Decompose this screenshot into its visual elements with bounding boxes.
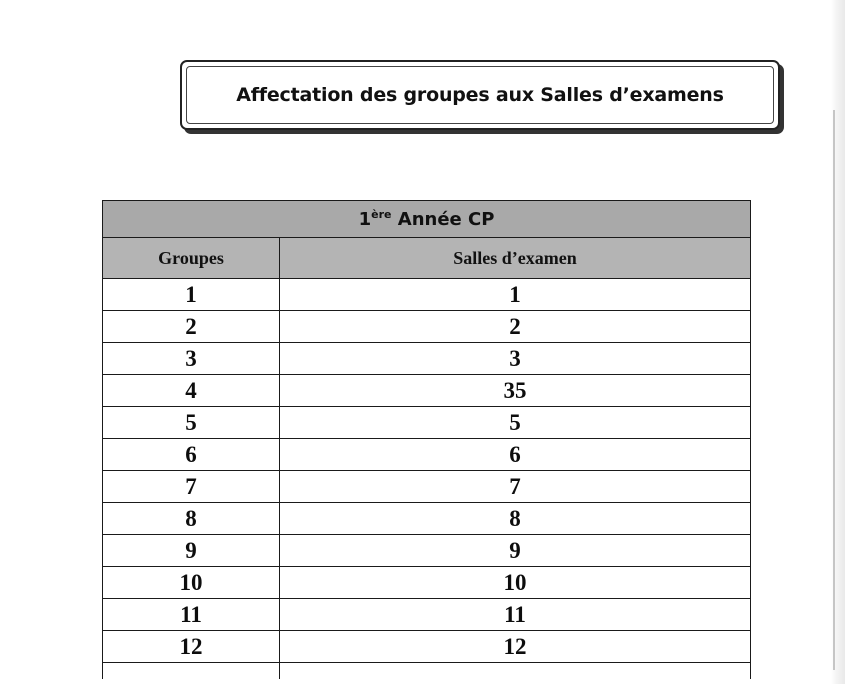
room-cell: 8 — [280, 503, 751, 535]
year-title — [103, 201, 751, 238]
room-cell: 7 — [280, 471, 751, 503]
column-header-row — [103, 238, 751, 279]
room-cell: 11 — [280, 599, 751, 631]
room-cell: 10 — [280, 567, 751, 599]
group-cell: 7 — [103, 471, 280, 503]
room-cell: 12 — [280, 631, 751, 663]
room-cell: 6 — [280, 439, 751, 471]
group-cell: 12 — [103, 631, 280, 663]
group-cell-partial — [103, 663, 280, 680]
group-cell: 4 — [103, 375, 280, 407]
table-row-partial — [103, 663, 751, 680]
section-header-row — [103, 201, 751, 238]
table-row — [103, 631, 751, 663]
title-banner — [180, 60, 780, 130]
group-cell: 10 — [103, 567, 280, 599]
year-label: Année CP — [397, 208, 495, 230]
room-cell: 5 — [280, 407, 751, 439]
group-cell: 6 — [103, 439, 280, 471]
table-row — [103, 279, 751, 311]
year-ordinal-suffix: ère — [371, 207, 392, 221]
group-cell: 1 — [103, 279, 280, 311]
group-cell: 3 — [103, 343, 280, 375]
assignment-table — [102, 200, 751, 679]
table-row — [103, 407, 751, 439]
group-cell: 11 — [103, 599, 280, 631]
table-row — [103, 471, 751, 503]
rooms-column-header: Salles d’examen — [280, 238, 751, 279]
group-cell: 8 — [103, 503, 280, 535]
table-row — [103, 503, 751, 535]
room-cell: 1 — [280, 279, 751, 311]
table-row — [103, 343, 751, 375]
table-row — [103, 375, 751, 407]
table-body — [103, 279, 751, 680]
groups-column-header: Groupes — [103, 238, 280, 279]
group-cell: 5 — [103, 407, 280, 439]
room-cell: 35 — [280, 375, 751, 407]
table-row — [103, 439, 751, 471]
room-cell: 3 — [280, 343, 751, 375]
room-cell: 2 — [280, 311, 751, 343]
table-row — [103, 535, 751, 567]
table-row — [103, 599, 751, 631]
page-edge-line — [833, 110, 835, 670]
room-cell-partial — [280, 663, 751, 680]
table-row — [103, 567, 751, 599]
page-title: Affectation des groupes aux Salles d’examens — [236, 84, 724, 106]
table-row — [103, 311, 751, 343]
room-cell: 9 — [280, 535, 751, 567]
group-cell: 9 — [103, 535, 280, 567]
year-number: 1 — [358, 208, 372, 230]
group-cell: 2 — [103, 311, 280, 343]
